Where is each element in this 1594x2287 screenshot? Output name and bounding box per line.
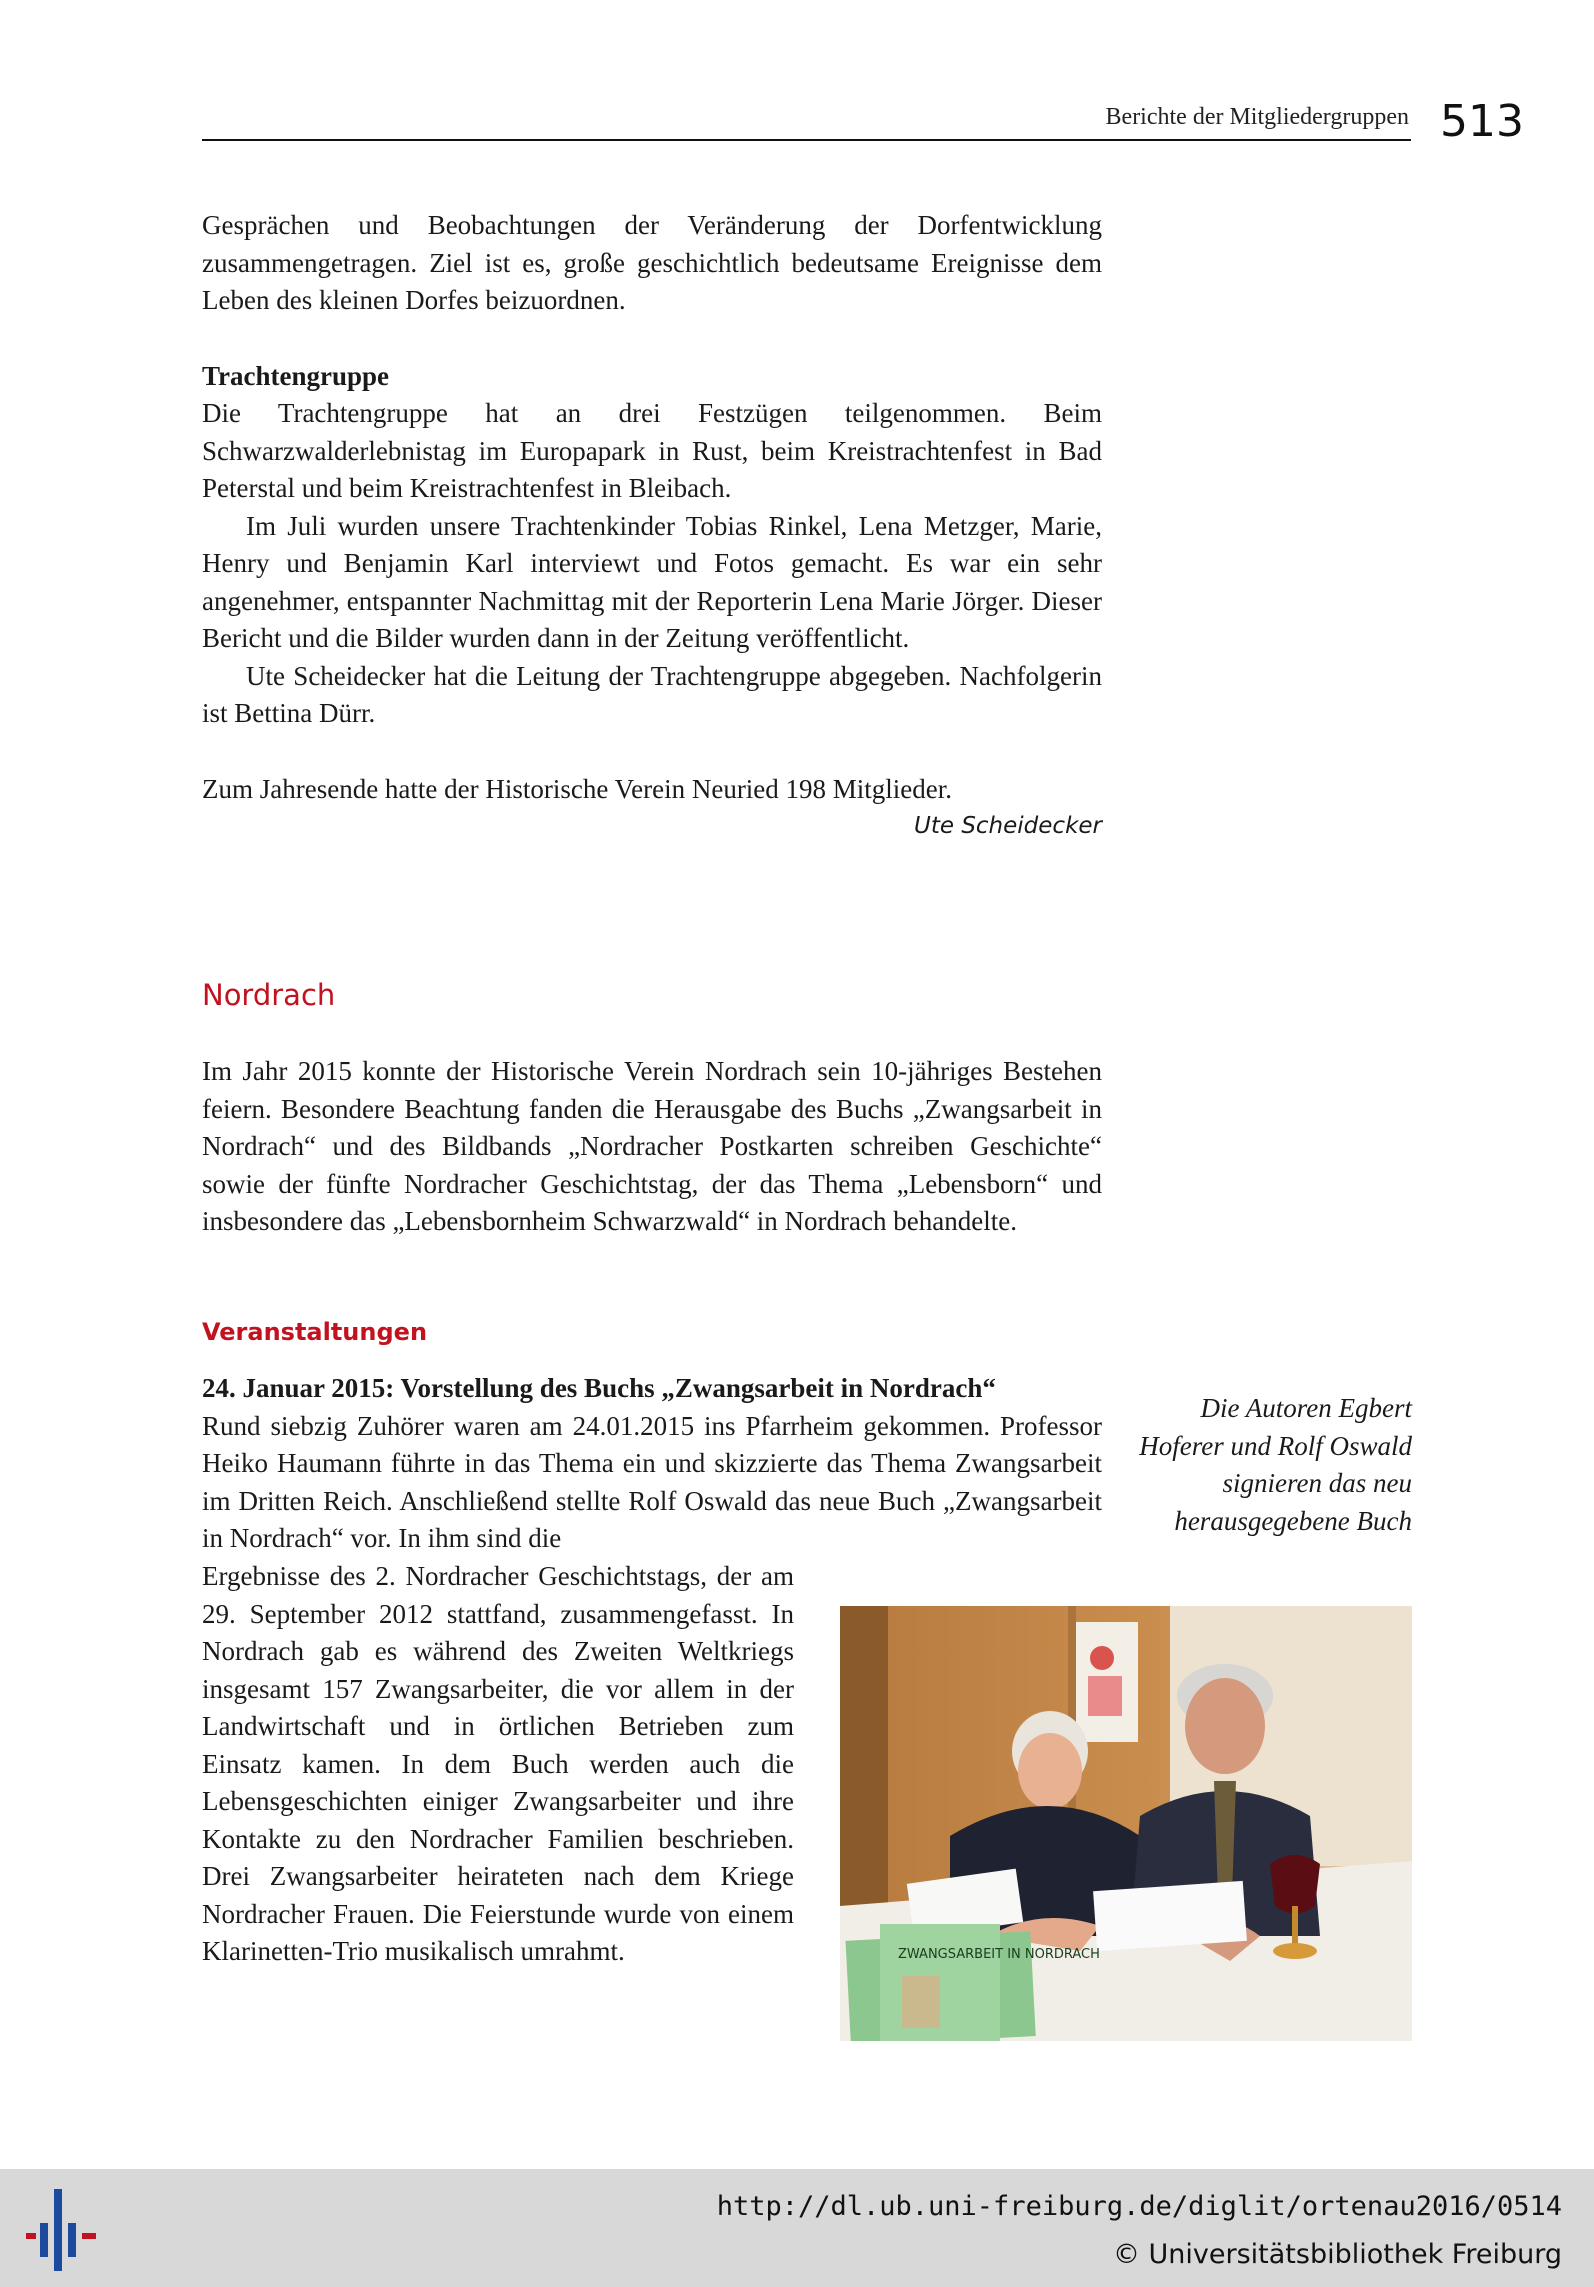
paragraph: Im Juli wurden unsere Trachtenkinder Tobias Rinkel, Lena Metzger, Marie, Henry und Benjamin Karl interviewt und Fotos gemacht. Es war ein sehr angenehmer, entspannter Nachmittag mit der Reporterin Lena Marie Jörger. Dieser Bericht und die Bilder wurden dann in der Zeitung veröffentlicht. — [202, 510, 1102, 653]
header-rule — [202, 139, 1411, 141]
event-block-narrow — [202, 1558, 794, 1971]
copyright-notice: © Universitätsbibliothek Freiburg — [1112, 2239, 1562, 2270]
event-title: 24. Januar 2015: Vorstellung des Buchs „Zwangsarbeit in Nordrach“ — [202, 1373, 996, 1403]
paragraph: Die Trachtengruppe hat an drei Festzügen teilgenommen. Beim Schwarzwalderlebnistag im Europapark in Rust, beim Kreistrachtenfest in Bad Peterstal und beim Kreistrachtenfest in Bleibach. — [202, 398, 1102, 503]
source-url-link[interactable]: http://dl.ub.uni-freiburg.de/diglit/ortenau2016/0514 — [716, 2191, 1562, 2222]
nordrach-intro — [202, 1053, 1102, 1241]
photo-caption: Die Autoren Egbert Hoferer und Rolf Oswald signieren das neu herausgegebene Buch — [1139, 1393, 1412, 1536]
subheading-trachtengruppe: Trachtengruppe — [202, 360, 389, 391]
paragraph: Im Jahr 2015 konnte der Historische Verein Nordrach sein 10-jähriges Bestehen feiern. Besondere Beachtung fanden die Herausgabe des Buchs „Zwangsarbeit in Nordrach“ und des Bildbands „Nordracher Postkarten schreiben Geschichte“ sowie der fünfte Nordracher Geschichtstag, der das Thema „Lebensborn“ und insbesondere das „Lebensbornheim Schwarzwald“ in Nordrach behandelte. — [202, 1056, 1102, 1236]
book-cover-text: ZWANGSARBEIT IN NORDRACH — [898, 1947, 1100, 1962]
section-title: Nordrach — [202, 978, 336, 1012]
subsection-title: Veranstaltungen — [202, 1318, 428, 1346]
photo-illustration — [840, 1606, 1412, 2041]
paragraph: Ergebnisse des 2. Nordracher Geschichtstags, der am 29. September 2012 stattfand, zusammengefasst. In Nordrach gab es während des Zweiten Weltkriegs insgesamt 157 Zwangsarbeiter, die vor allem in der Landwirtschaft und in örtlichen Betrieben zum Einsatz kamen. In dem Buch werden auch die Lebensgeschichten einiger Zwangsarbeiter und ihre Kontakte zu den Nordracher Familien beschrieben. Drei Zwangsarbeiter heirateten nach dem Kriege Nordracher Frauen. Die Feierstunde wurde von einem Klarinetten-Trio musikalisch umrahmt. — [202, 1561, 794, 1966]
top-text-block — [202, 207, 1102, 845]
paragraph: Rund siebzig Zuhörer waren am 24.01.2015 ins Pfarrheim gekommen. Professor Heiko Haumann führte in das Thema ein und skizzierte das Thema Zwangsarbeit im Dritten Reich. Anschließend stellte Rolf Oswald das neue Buch „Zwangsarbeit in Nordrach“ vor. In ihm sind die — [202, 1410, 1102, 1553]
running-header: Berichte der Mitgliedergruppen — [1105, 104, 1409, 130]
university-library-logo — [26, 2189, 98, 2271]
page-number: 513 — [1440, 96, 1524, 147]
paragraph: Ute Scheidecker hat die Leitung der Trachtengruppe abgegeben. Nachfolgerin ist Bettina Dürr. — [202, 660, 1102, 728]
logo-icon — [26, 2189, 98, 2271]
event-block — [202, 1370, 1102, 1558]
footer-bar — [0, 2169, 1594, 2287]
photo-authors-signing — [840, 1606, 1412, 2041]
paragraph: Gesprächen und Beobachtungen der Veränderung der Dorfentwicklung zusammengetragen. Ziel ist es, große geschichtlich bedeutsame Ereignisse dem Leben des kleinen Dorfes beizuordnen. — [202, 210, 1102, 315]
paragraph: Zum Jahresende hatte der Historische Verein Neuried 198 Mitglieder. — [202, 773, 953, 804]
author-signature: Ute Scheidecker — [914, 813, 1102, 839]
